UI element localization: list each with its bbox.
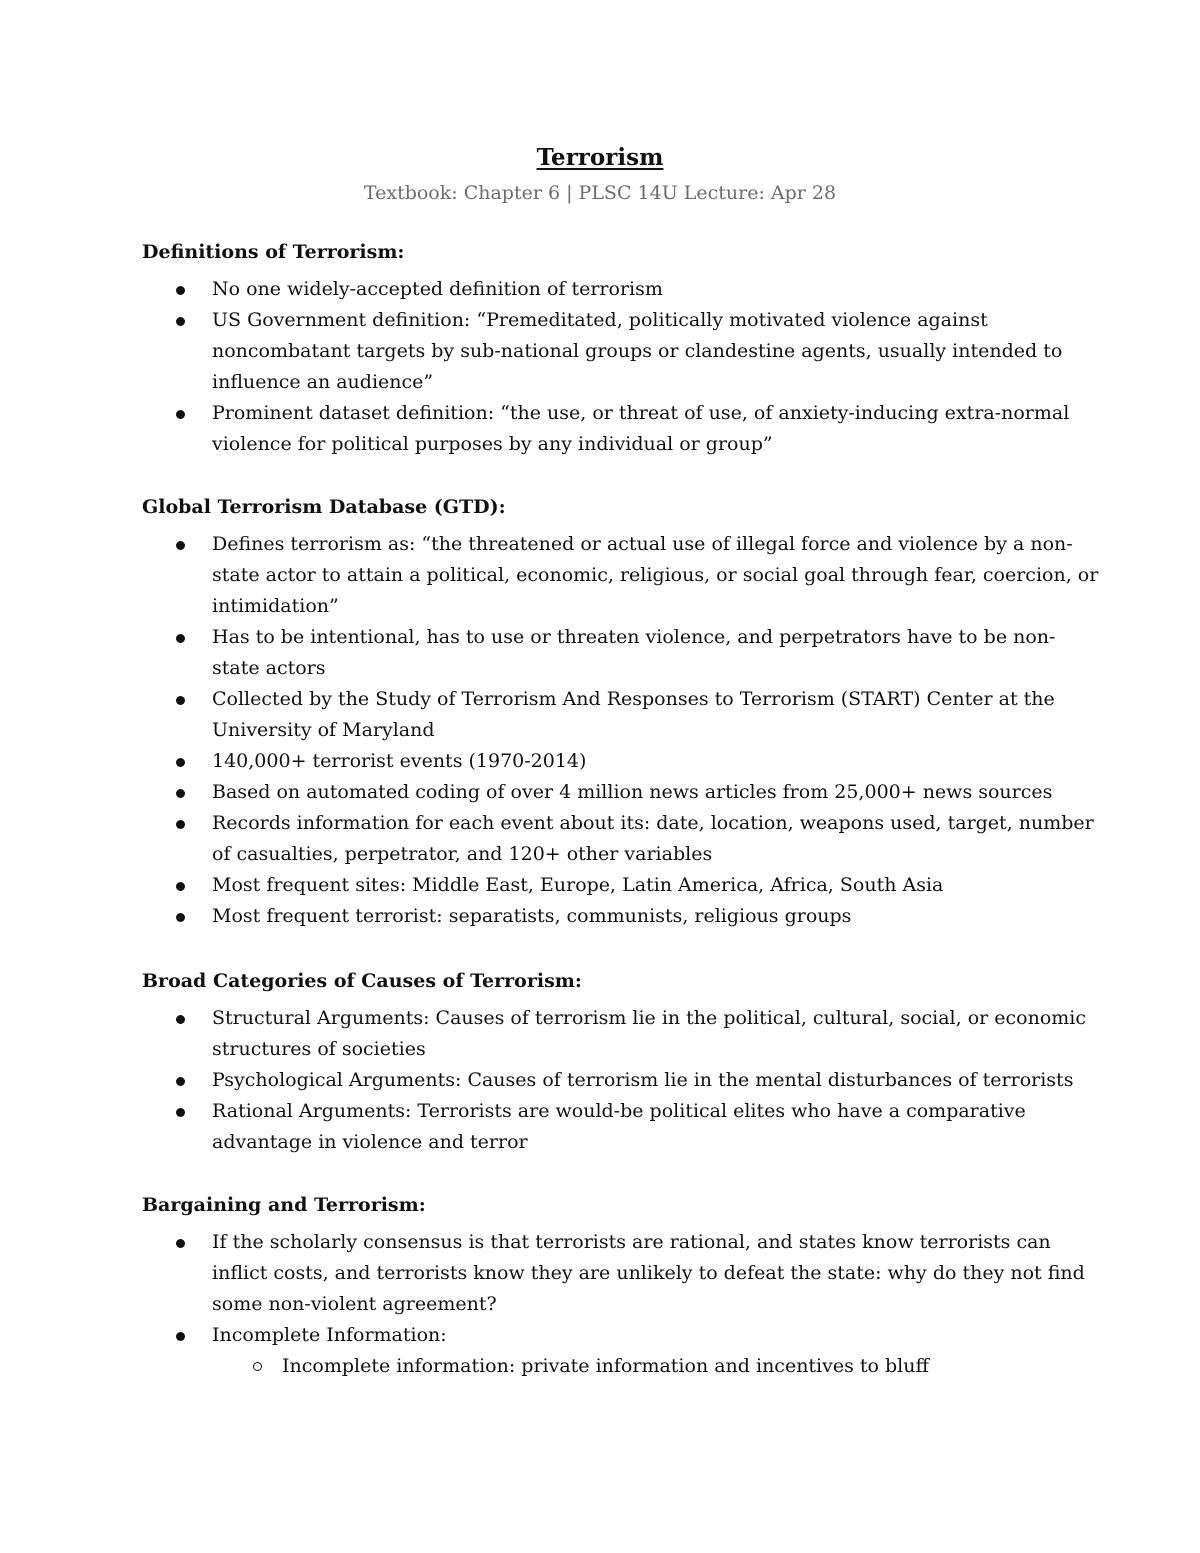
section-gtd [142,492,1102,932]
list-item [142,684,1102,746]
hollow-bullet-icon [253,1362,262,1371]
list-item-text: Defines terrorism as: “the threatened or actual use of illegal force and violence by a non-state actor to attain a political, economic, religious, or social goal through fear, coercion, or intimidation” [212,533,1099,617]
list-item-text: Rational Arguments: Terrorists are would-be political elites who have a comparative advantage in violence and terror [212,1100,1026,1153]
list-item-text: Most frequent terrorist: separatists, communists, religious groups [212,905,852,927]
list-item-text: Records information for each event about its: date, location, weapons used, target, number of casualties, perpetrator, and 120+ other variables [212,812,1094,865]
section-heading: Global Terrorism Database (GTD): [142,496,506,518]
bullet-list [142,529,1102,932]
list-item-text: Incomplete Information: [212,1324,447,1346]
list-item [142,1227,1102,1320]
list-item-text: If the scholarly consensus is that terrorists are rational, and states know terrorists can inflict costs, and terrorists know they are unlikely to defeat the state: why do they not find some non-violent agreement? [212,1231,1085,1315]
section-heading: Broad Categories of Causes of Terrorism: [142,970,582,992]
list-item-text: 140,000+ terrorist events (1970-2014) [212,750,587,772]
list-item [142,777,1102,808]
list-item-text: Has to be intentional, has to use or threaten violence, and perpetrators have to be non-state actors [212,626,1056,679]
list-item-text: US Government definition: “Premeditated, politically motivated violence against noncombatant targets by sub-national groups or clandestine agents, usually intended to influence an audience” [212,309,1063,393]
list-item [142,529,1102,622]
bullet-icon [176,882,185,891]
list-item [142,901,1102,932]
bullet-icon [176,317,185,326]
list-item [142,622,1102,684]
bullet-list [142,1227,1102,1382]
section-causes [142,966,1102,1158]
bullet-icon [176,1239,185,1248]
sub-list-item-text: Incomplete information: private information and incentives to bluff [282,1355,929,1377]
list-item [142,870,1102,901]
section-heading: Bargaining and Terrorism: [142,1194,426,1216]
bullet-icon [176,913,185,922]
list-item-text: Prominent dataset definition: “the use, or threat of use, of anxiety-inducing extra-normal violence for political purposes by any individual or group” [212,402,1070,455]
list-item [142,1320,1102,1382]
bullet-icon [176,541,185,550]
page-title: Terrorism [536,144,664,171]
bullet-icon [176,286,185,295]
bullet-icon [176,410,185,419]
section-heading: Definitions of Terrorism: [142,241,405,263]
list-item-text: Based on automated coding of over 4 million news articles from 25,000+ news sources [212,781,1053,803]
list-item-text: Collected by the Study of Terrorism And Responses to Terrorism (START) Center at the University of Maryland [212,688,1055,741]
list-item-text: Psychological Arguments: Causes of terrorism lie in the mental disturbances of terrorists [212,1069,1074,1091]
page-subtitle: Textbook: Chapter 6 | PLSC 14U Lecture: Apr 28 [363,182,837,204]
list-item [142,746,1102,777]
section-definitions [142,237,1102,460]
bullet-icon [176,634,185,643]
sub-bullet-list [212,1351,1102,1382]
bullet-icon [176,820,185,829]
bullet-list [142,1003,1102,1158]
list-item [142,398,1102,460]
list-item [142,274,1102,305]
list-item-text: Structural Arguments: Causes of terrorism lie in the political, cultural, social, or economic structures of societies [212,1007,1086,1060]
bullet-icon [176,789,185,798]
bullet-icon [176,1077,185,1086]
bullet-icon [176,1108,185,1117]
bullet-list [142,274,1102,460]
list-item-text: Most frequent sites: Middle East, Europe, Latin America, Africa, South Asia [212,874,944,896]
bullet-icon [176,758,185,767]
list-item [142,808,1102,870]
list-item [142,1003,1102,1065]
bullet-icon [176,696,185,705]
list-item [142,1065,1102,1096]
list-item [142,305,1102,398]
sub-list-item [212,1351,1102,1382]
list-item-text: No one widely-accepted definition of terrorism [212,278,663,300]
list-item [142,1096,1102,1158]
bullet-icon [176,1015,185,1024]
bullet-icon [176,1332,185,1341]
section-bargaining [142,1190,1102,1382]
